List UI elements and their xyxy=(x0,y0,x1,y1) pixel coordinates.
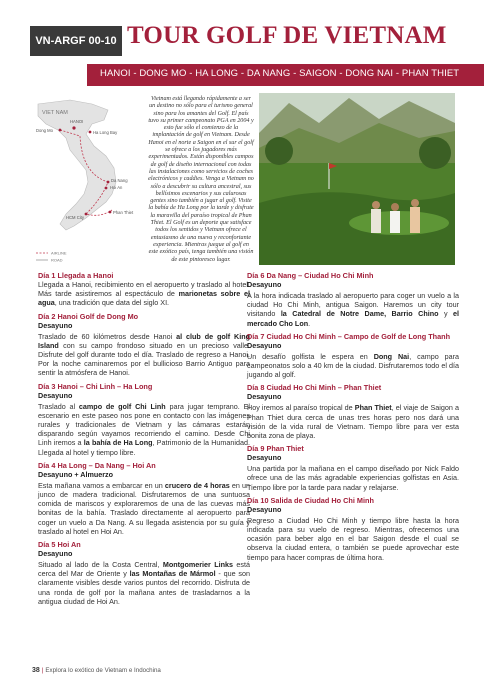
day-heading: Día 5 Hoi An xyxy=(38,540,81,550)
day-heading: Día 7 Ciudad Ho Chi Minh – Campo de Golf de Long Thanh xyxy=(247,331,451,341)
day-text: Un desafío golfista le espera en Dong Nai, campo para campeonatos solo a 40 km de la ciudad. Disfrutaremos todo el día jugando al golf. xyxy=(247,351,460,380)
day-meals: Desayuno xyxy=(38,320,73,330)
route-text: HANOI - DONG MO - HA LONG - DA NANG - SAIGON - DONG NAI - PHAN THIET xyxy=(100,68,460,79)
day-meals: Desayuno xyxy=(38,549,73,559)
map-legend-airline: AIRLINE xyxy=(51,250,67,256)
day-block xyxy=(38,382,250,457)
day-text: Traslado de 60 kilómetros desde Hanoi al club de golf King Island con su campo frondoso situado en un precioso valle. Disfrute del golf durante todo el día. Traslado de regreso a Hanoi. Por la noche caminaremos por el bullicioso Barrio Antiguo para sentir la atmósfera de Hanoi. xyxy=(38,331,250,378)
footer-separator: | xyxy=(41,667,44,674)
day-heading: Día 8 Ciudad Ho Chi Minh – Phan Thiet xyxy=(247,383,382,393)
day-text: A la hora indicada traslado al aeropuerto para coger un vuelo a la ciudad Ho Chi Minh, antigua Saigon. Haremos un city tour visitando la Catedral de Notre Dame, Barrio Chino y el mercado Cho Lon. xyxy=(247,291,459,328)
map-city-hoi-an: Hoi An xyxy=(110,185,123,190)
day-block xyxy=(38,271,250,308)
page-number: 38 xyxy=(32,667,40,674)
day-heading: Día 1 Llegada a Hanoi xyxy=(38,271,114,280)
day-block xyxy=(38,540,250,606)
tour-code: VN-ARGF 00-10 xyxy=(35,35,117,47)
golf-course-photo xyxy=(259,93,455,265)
day-block xyxy=(247,444,459,492)
day-meals: Desayuno xyxy=(247,453,282,463)
map-city-dong-mo: Dong Mo xyxy=(36,128,53,133)
day-meals: Desayuno + Almuerzo xyxy=(38,469,114,479)
day-heading: Día 9 Phan Thiet xyxy=(247,444,304,454)
day-heading: Día 6 Da Nang – Ciudad Ho Chi Minh xyxy=(247,271,374,280)
day-text: Esta mañana vamos a embarcar en un crucero de 4 horas en un junco de madera tradicional. Disfrutaremos de una suntuosa comida de mariscos y exploraremos de una de las cuevas más bonitas de la bahía. Traslado directamente al aeropuerto para coger un vuelo a Da Nang. A su llegada asistencia por su guía y traslado al hotel en Hoi An. xyxy=(38,480,250,536)
day-meals: Desayuno xyxy=(247,392,282,402)
day-meals: Desayuno xyxy=(38,390,73,400)
page-title: TOUR GOLF DE VIETNAM xyxy=(127,22,447,49)
itinerary-left-column xyxy=(38,271,250,610)
day-heading: Día 10 Salida de Ciudad Ho Chi Minh xyxy=(247,495,374,505)
day-block xyxy=(247,496,459,562)
vietnam-route-map xyxy=(30,94,158,268)
day-block xyxy=(38,312,250,378)
day-block xyxy=(247,271,459,328)
day-heading: Día 4 Ha Long – Da Nang – Hoi An xyxy=(38,460,156,470)
day-block xyxy=(38,461,250,536)
day-block xyxy=(247,383,459,440)
day-meals: Desayuno xyxy=(247,340,282,350)
day-text: Traslado al campo de golf Chi Linh para jugar temprano. El escenario en este paseo nos pone en contacto con las imágenes rurales y tradicionales de Vietnam y las cámaras estarán disparando según vayamos recorriendo el camino. Desde Chi Linh iremos a la bahía de Ha Long, Patrimonio de la Humanidad. Llegada al hotel y tiempo libre. xyxy=(38,401,250,457)
day-meals: Desayuno xyxy=(247,280,282,289)
day-text: Una partida por la mañana en el campo diseñado por Nick Faldo ofrece una de las más agradable experiencias golfistas en Asia. Tiempo libre por la tarde para nadar y relajarse. xyxy=(247,464,459,492)
map-legend-road: ROAD xyxy=(51,257,63,263)
day-text: Llegada a Hanoi, recibimiento en el aeropuerto y traslado al hotel. Más tarde asistiremos al espectáculo de marionetas sobre el agua, una tradición que data del siglo XI. xyxy=(38,280,250,308)
map-city-hcm: HCM City xyxy=(66,215,84,220)
day-text: Regreso a Ciudad Ho Chi Minh y tiempo libre hasta la hora indicada para su vuelo de regreso. Mientras, ofrecemos una ocasión para beber algo en el bar Saigon desde el cual se observa la ciudad entera, o también se puede aprovechar este tiempo para hacer compras de última hora. xyxy=(247,515,459,562)
map-city-phan-thiet: Phan Thiet xyxy=(113,210,134,215)
day-block xyxy=(247,332,459,380)
map-city-da-nang: Da Nang xyxy=(111,178,128,183)
itinerary-right-column xyxy=(247,271,459,566)
tour-code-badge xyxy=(30,26,122,56)
day-text: Situado al lado de la Costa Central, Montgomerier Links está cerca del Mar de Oriente y las Montañas de Mármol - que son claramente visibles desde varios puntos del recorrido. Disfruta de una ronda de golf por la mañana antes de trasladarnos a la antigua ciudad de Hoi An. xyxy=(38,560,251,606)
day-heading: Día 2 Hanoi Golf de Dong Mo xyxy=(38,311,139,321)
day-meals: Desayuno xyxy=(247,504,282,514)
day-heading: Día 3 Hanoi – Chi Linh – Ha Long xyxy=(38,381,153,391)
intro-paragraph: Vietnam está llegando rápidamente a ser un destino no sólo para el turismo general sino para los amantes del Golf. El país tuvo su primer campeonato PGA en 2004 y esto fue sólo el comienzo de la implantación de golf en Vietnam. Desde Hanoi en el norte a Saigon en el sur el golf se ofrece a los jugadores más experimentados. Están disponibles campos de golf de diseño internacional con todas las instalaciones como servicios de coches electrónicos y caddies. Venga a Vietnam no sólo a descubrir su cultura ancestral, sus bellísimos escenarios y sus calurosas gentes sino también a jugar al golf. Visite la bahía de Ha Long por la tarde y disfrute la maravilla del paraíso tropical de Phan Thiet. El Golf es un deporte que satisface todos los sentidos y Vietnam ofrece el entusiasmo de una nueva y reconfortante experiencia. Mientras juegue al golf en este exótico país, tenga también una visión de este pintoresco lugar. xyxy=(148,96,254,263)
day-text: Hoy iremos al paraíso tropical de Phan Thiet, el viaje de Saigon a Phan Thiet dura cerca de unas tres horas pero nos dará una visión de la vida rural de Vietnam. Tiempo libre para ver esta bonita zona de playa. xyxy=(247,403,459,441)
footer-text: Explora lo exótico de Vietnam e Indochina xyxy=(45,667,161,674)
map-city-hanoi: HANOI xyxy=(70,119,84,124)
page-footer xyxy=(32,667,161,674)
map-country: VIET NAM xyxy=(42,110,68,116)
map-city-ha-long: Ha Long Bay xyxy=(93,130,118,135)
